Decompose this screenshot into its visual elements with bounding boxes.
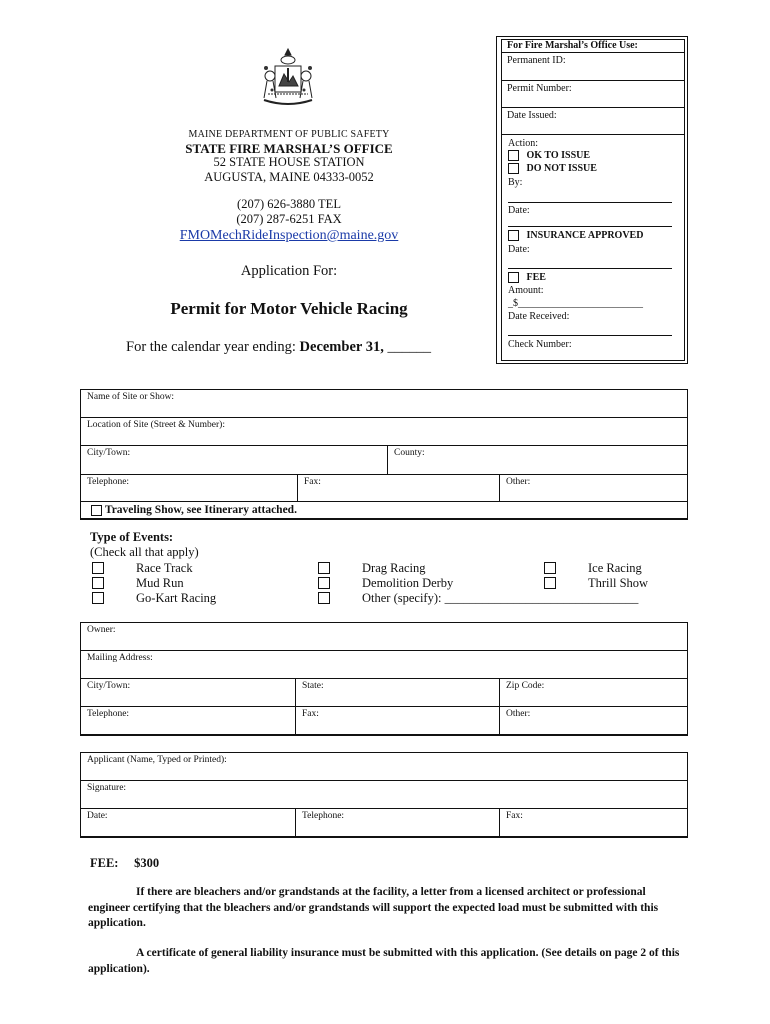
site-telephone-field[interactable]: Telephone: <box>87 477 130 487</box>
action-date-line[interactable] <box>508 226 672 227</box>
insurance-approved-checkbox[interactable] <box>508 230 519 241</box>
demolition-derby-label: Demolition Derby <box>362 576 454 590</box>
fee-amount: $300 <box>134 856 160 870</box>
date-received-label: Date Received: <box>508 311 570 322</box>
owner-mailing-address-field[interactable]: Mailing Address: <box>87 653 153 663</box>
applicant-info-table <box>80 752 688 838</box>
drag-racing-label: Drag Racing <box>362 561 426 575</box>
site-fax-field[interactable]: Fax: <box>297 475 499 501</box>
drag-racing-checkbox[interactable] <box>318 562 330 574</box>
application-for-label: Application For: <box>240 263 338 279</box>
table-row <box>81 679 687 707</box>
mud-run-checkbox[interactable] <box>92 577 104 589</box>
insurance-approved-label: INSURANCE APPROVED <box>526 230 644 241</box>
table-row <box>81 651 687 679</box>
do-not-issue-checkbox[interactable] <box>508 163 519 174</box>
ok-to-issue-checkbox[interactable] <box>508 150 519 161</box>
by-label: By: <box>508 177 523 188</box>
thrill-show-label: Thrill Show <box>588 576 649 590</box>
fee-line <box>90 856 159 871</box>
insurance-date-label: Date: <box>508 244 530 255</box>
owner-other-field[interactable]: Other: <box>499 707 687 734</box>
go-kart-checkbox[interactable] <box>92 592 104 604</box>
phone-fax: (207) 287-6251 FAX <box>236 212 342 226</box>
date-received-line[interactable] <box>508 335 672 336</box>
do-not-issue-option[interactable] <box>508 163 597 174</box>
traveling-show-checkbox[interactable] <box>91 505 102 516</box>
owner-zip-field[interactable]: Zip Code: <box>499 679 687 706</box>
fee-label: FEE: <box>90 856 119 870</box>
ok-to-issue-label: OK TO ISSUE <box>526 150 591 161</box>
mud-run-label: Mud Run <box>136 576 184 590</box>
amount-label: Amount: <box>508 285 544 296</box>
applicant-telephone-field[interactable]: Telephone: <box>295 809 499 836</box>
ok-to-issue-option[interactable] <box>508 150 590 161</box>
office-use-box <box>496 36 688 364</box>
race-track-label: Race Track <box>136 561 193 575</box>
traveling-show-label: Traveling Show, see Itinerary attached. <box>104 504 297 516</box>
site-location-field[interactable]: Location of Site (Street & Number): <box>87 420 225 430</box>
action-label: Action: <box>508 138 538 149</box>
site-county-field[interactable]: County: <box>387 446 687 474</box>
fee-option[interactable] <box>508 272 546 283</box>
table-row <box>81 781 687 809</box>
events-subtitle: (Check all that apply) <box>90 545 199 559</box>
table-row <box>81 475 687 502</box>
go-kart-label: Go-Kart Racing <box>136 591 217 605</box>
permit-title: Permit for Motor Vehicle Racing <box>170 299 408 318</box>
fee-label: FEE <box>526 272 546 283</box>
owner-field[interactable]: Owner: <box>87 625 116 635</box>
applicant-date-field[interactable]: Date: <box>87 811 108 821</box>
thrill-show-checkbox[interactable] <box>544 577 556 589</box>
ice-racing-label: Ice Racing <box>588 561 642 575</box>
applicant-fax-field[interactable]: Fax: <box>499 809 687 836</box>
other-event-checkbox[interactable] <box>318 592 330 604</box>
insurance-approved-option[interactable] <box>508 230 643 241</box>
bleachers-note: If there are bleachers and/or grandstands at the facility, a letter from a licensed architect or professional engineer certifying that the bleachers and/or grandstands will support the expected load must be submitted with this application. <box>88 886 659 929</box>
table-row <box>81 446 687 475</box>
table-row <box>81 753 687 781</box>
year-prefix: For the calendar year ending: <box>126 339 300 355</box>
owner-telephone-field[interactable]: Telephone: <box>87 709 130 719</box>
site-city-field[interactable]: City/Town: <box>87 448 131 458</box>
department-name: MAINE DEPARTMENT OF PUBLIC SAFETY <box>188 129 390 140</box>
race-track-checkbox[interactable] <box>92 562 104 574</box>
owner-info-table <box>80 622 688 736</box>
permanent-id-field[interactable]: Permanent ID: <box>502 53 684 81</box>
site-info-table <box>80 389 688 520</box>
fee-checkbox[interactable] <box>508 272 519 283</box>
do-not-issue-label: DO NOT ISSUE <box>526 163 597 174</box>
address-line-2: AUGUSTA, MAINE 04333-0052 <box>204 170 374 184</box>
applicant-signature-field[interactable]: Signature: <box>87 783 127 793</box>
table-row <box>81 623 687 651</box>
action-date-label: Date: <box>508 205 530 216</box>
office-use-title: For Fire Marshal’s Office Use: <box>502 40 684 53</box>
table-row <box>81 502 687 518</box>
site-name-field[interactable]: Name of Site or Show: <box>87 392 175 402</box>
email-link[interactable]: FMOMechRideInspection@maine.gov <box>179 228 399 243</box>
phone-tel: (207) 626-3880 TEL <box>237 197 341 211</box>
office-name: STATE FIRE MARSHAL’S OFFICE <box>185 141 393 156</box>
ice-racing-checkbox[interactable] <box>544 562 556 574</box>
insurance-note: A certificate of general liability insurance must be submitted with this application. (See details on page 2 of this application). <box>88 947 680 975</box>
site-other-field[interactable]: Other: <box>499 475 687 501</box>
demolition-derby-checkbox[interactable] <box>318 577 330 589</box>
events-title: Type of Events: <box>90 530 174 544</box>
traveling-show-option[interactable] <box>81 502 687 518</box>
check-number-label: Check Number: <box>508 339 572 350</box>
table-row <box>81 809 687 836</box>
owner-fax-field[interactable]: Fax: <box>295 707 499 734</box>
applicant-name-field[interactable]: Applicant (Name, Typed or Printed): <box>87 755 227 765</box>
calendar-year-line <box>126 339 431 356</box>
table-row <box>81 418 687 446</box>
table-row <box>81 390 687 418</box>
owner-city-field[interactable]: City/Town: <box>87 681 131 691</box>
state-seal-image <box>258 46 318 108</box>
year-blank[interactable]: ______ <box>383 339 431 355</box>
date-issued-field[interactable]: Date Issued: <box>502 108 684 135</box>
owner-state-field[interactable]: State: <box>295 679 499 706</box>
permit-number-field[interactable]: Permit Number: <box>502 81 684 108</box>
year-date: December 31, <box>299 339 384 355</box>
by-line[interactable] <box>508 202 672 203</box>
insurance-date-line[interactable] <box>508 268 672 269</box>
address-line-1: 52 STATE HOUSE STATION <box>213 155 365 169</box>
amount-field[interactable]: _$_________________________ <box>508 298 643 309</box>
other-event-label[interactable]: Other (specify): _______________________________ <box>362 591 639 605</box>
table-row <box>81 707 687 734</box>
